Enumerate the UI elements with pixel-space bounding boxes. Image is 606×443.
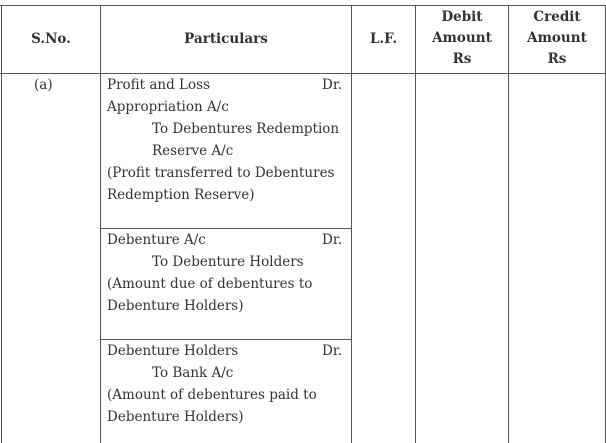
col-divider-particulars	[351, 5, 352, 443]
header-debit-line-1: Debit	[441, 9, 483, 25]
entry-1-credit-account-cont: Reserve A/c	[152, 143, 234, 159]
entry-1-credit-account: To Debentures Redemption	[152, 121, 340, 137]
entry-1-narration: (Profit transferred to Debentures	[107, 165, 335, 181]
entry-1-dr: Dr.	[322, 77, 343, 93]
entry-3-dr: Dr.	[322, 343, 343, 359]
entry-1-narration-cont: Redemption Reserve)	[107, 187, 255, 203]
entry-1-debit-account-cont: Appropriation A/c	[107, 99, 229, 115]
entry-2-narration-cont: Debenture Holders)	[107, 298, 244, 314]
col-divider-lf	[415, 5, 416, 443]
entry-3-debit-account: Debenture Holders	[107, 343, 239, 359]
header-debit-line-3: Rs	[452, 51, 472, 67]
header-credit-line-3: Rs	[547, 51, 567, 67]
header-debit-line-2: Amount	[432, 30, 492, 46]
header-credit-line-2: Amount	[527, 30, 587, 46]
header-credit-line-1: Credit	[533, 9, 581, 25]
entry-3-credit-account: To Bank A/c	[152, 365, 234, 381]
col-divider-sno	[100, 5, 101, 443]
header-credit-amount	[509, 7, 605, 70]
table-top-border	[0, 5, 606, 6]
header-bottom-border	[0, 73, 606, 74]
entry-2-narration: (Amount due of debentures to	[107, 276, 313, 292]
col-divider-debit	[508, 5, 509, 443]
row-label: (a)	[34, 77, 53, 93]
entry-3-narration-cont: Debenture Holders)	[107, 409, 244, 425]
entry-2-credit-account: To Debenture Holders	[152, 254, 304, 270]
header-debit-amount	[416, 7, 508, 70]
entry-3-narration: (Amount of debentures paid to	[107, 387, 317, 403]
entry-2-debit-account: Debenture A/c	[107, 232, 206, 248]
entry-1-debit-account: Profit and Loss	[107, 77, 211, 93]
header-particulars: Particulars	[184, 31, 268, 47]
header-sno: S.No.	[31, 31, 71, 47]
header-lf: L.F.	[369, 31, 398, 47]
table-left-border	[1, 5, 2, 443]
entry-2-dr: Dr.	[322, 232, 343, 248]
